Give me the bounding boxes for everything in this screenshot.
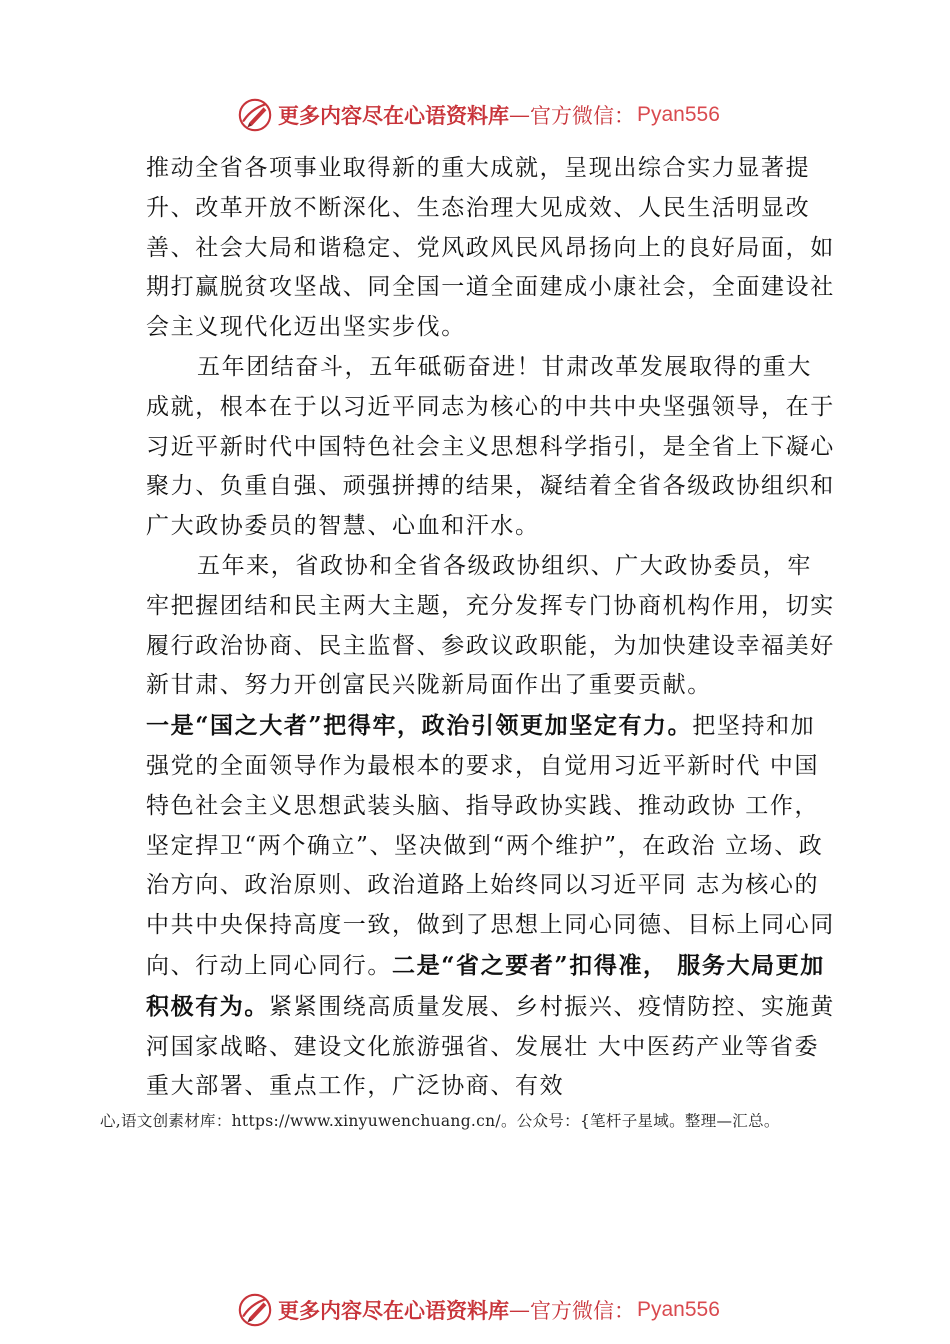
header-wechat-label: 官方微信： [530, 104, 635, 128]
paragraph-4 [146, 706, 836, 1107]
header-banner[interactable] [236, 95, 720, 135]
paragraph-3: 五年来，省政协和全省各级政协组织、广大政协委员，牢牢把握团结和民主两大主题，充分发挥专门协商机构作用，切实履行政治协商、民主监督、参政议政职能，为加快建设幸福美好新甘肃、努力开创富民兴陇新局面作出了重要贡献。 [146, 552, 835, 699]
header-separator: — [509, 103, 530, 127]
article-body [146, 149, 836, 1107]
pen-logo-icon [236, 1291, 274, 1329]
footer-banner[interactable] [236, 1290, 720, 1330]
footer-wechat-id: Pyan556 [637, 1298, 720, 1321]
point-2-heading: 二是“省之要者”扣得准， 服务大局更加积极有为。 [146, 951, 825, 1020]
pen-logo-icon [236, 96, 274, 134]
paragraph-2: 五年团结奋斗，五年砥砺奋进！甘肃改革发展取得的重大成就，根本在于以习近平同志为核心的中共中央坚强领导，在于习近平新时代中国特色社会主义思想科学指引，是全省上下凝心聚力、负重自强、顽强拼搏的结果，凝结着全省各级政协组织和广大政协委员的智慧、心血和汗水。 [146, 353, 835, 540]
point-1-text: 把坚持和加强党的全面领导作为最根本的要求，自觉用习近平新时代 中国特色社会主义思想武装头脑、指导政协实践、推动政协 工作，坚定捍卫“两个确立”、坚决做到“两个维护”，在政治 立场、政治方向、政治原则、政治道路上始终同以习近平同 志为核心的中共中央保持高度一致，做到了思想上同心同德、目标上同心同向、行动上同心同行。 [146, 713, 835, 979]
footer-separator: — [509, 1298, 530, 1322]
header-site-name: 更多内容尽在心语资料库 [278, 103, 509, 128]
source-note: 心,语文创素材库：https://www.xinyuwenchuang.cn/。公众号：{笔杆子星域。整理—汇总。 [100, 1112, 780, 1130]
footer-site-name: 更多内容尽在心语资料库 [278, 1298, 509, 1323]
paragraph-1: 推动全省各项事业取得新的重大成就，呈现出综合实力显著提升、改革开放不断深化、生态治理大见成效、人民生活明显改善、社会大局和谐稳定、党风政风民风昂扬向上的良好局面，如期打赢脱贫攻坚战、同全国一道全面建成小康社会，全面建设社会主义现代化迈出坚实步伐。 [146, 155, 835, 341]
footer-wechat-label: 官方微信： [530, 1299, 635, 1323]
header-wechat-id: Pyan556 [637, 103, 720, 126]
point-2-text: 紧紧围绕高质量发展、乡村振兴、疫情防控、实施黄河国家战略、建设文化旅游强省、发展壮 大中医药产业等省委重大部署、重点工作，广泛协商、有效 [146, 993, 835, 1100]
point-1-heading: 一是“国之大者”把得牢，政治引领更加坚定有力。 [146, 712, 693, 740]
